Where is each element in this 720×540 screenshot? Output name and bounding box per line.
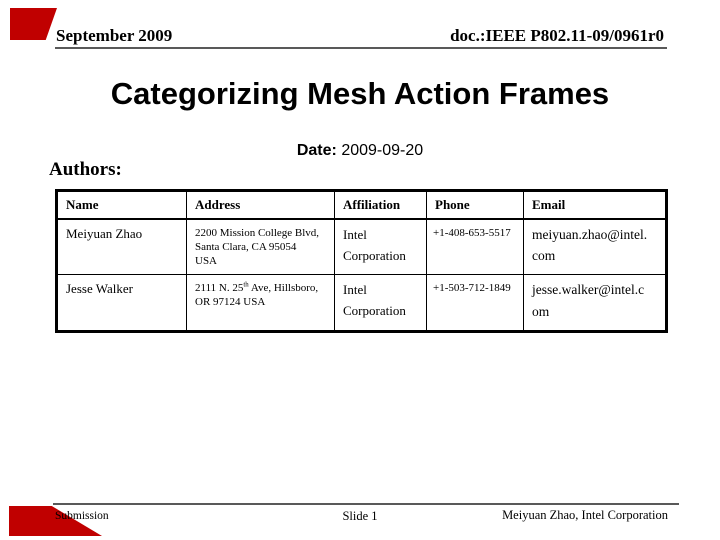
header-doc-number: doc.:IEEE P802.11-09/0961r0 — [450, 26, 664, 45]
authors-table — [55, 189, 668, 333]
red-corner-wedge-top — [10, 8, 57, 40]
affiliation-line: Corporation — [343, 247, 406, 263]
column-header-email: Email — [524, 191, 667, 219]
date-line — [0, 142, 720, 160]
affiliation-line: Intel — [343, 226, 367, 242]
author-email — [524, 275, 667, 332]
table-row — [57, 219, 667, 275]
email-line: om — [532, 303, 550, 319]
footer-submission: Submission — [55, 510, 109, 522]
email-line: jesse.walker@intel.c — [532, 282, 645, 297]
slide-title: Categorizing Mesh Action Frames — [110, 76, 610, 111]
ordinal-superscript: th — [243, 281, 249, 289]
address-line: 2200 Mission College Blvd, — [195, 226, 320, 239]
table-row — [57, 275, 667, 332]
authors-label: Authors: — [49, 159, 122, 180]
affiliation-line: Intel — [343, 282, 367, 297]
column-header-affiliation: Affiliation — [335, 191, 427, 219]
footer-rule — [53, 503, 679, 505]
header-date: September 2009 — [56, 26, 173, 45]
column-header-name: Name — [57, 191, 187, 219]
address-line: OR 97124 USA — [195, 296, 266, 309]
author-address — [187, 219, 335, 275]
author-name: Meiyuan Zhao — [57, 219, 187, 275]
date-label: Date: — [296, 142, 337, 159]
footer-author-credit: Meiyuan Zhao, Intel Corporation — [502, 508, 668, 522]
email-line: meiyuan.zhao@intel. — [532, 226, 648, 242]
table-header-row — [57, 191, 667, 219]
author-address — [187, 275, 335, 332]
author-phone: +1-503-712-1849 — [427, 275, 524, 332]
date-value: 2009-09-20 — [341, 142, 424, 159]
email-line: com — [532, 248, 556, 264]
column-header-address: Address — [187, 191, 335, 219]
author-affiliation — [335, 275, 427, 332]
footer-slide-number: Slide 1 — [342, 509, 378, 523]
author-email — [524, 219, 667, 275]
address-line: USA — [195, 254, 218, 267]
column-header-phone: Phone — [427, 191, 524, 219]
address-line: Santa Clara, CA 95054 — [195, 240, 297, 253]
address-line: 2111 N. 25th Ave, Hillsboro, — [195, 281, 319, 294]
author-affiliation — [335, 219, 427, 275]
affiliation-line: Corporation — [343, 303, 406, 319]
author-name: Jesse Walker — [57, 275, 187, 332]
header-rule — [55, 47, 667, 49]
author-phone: +1-408-653-5517 — [427, 219, 524, 275]
